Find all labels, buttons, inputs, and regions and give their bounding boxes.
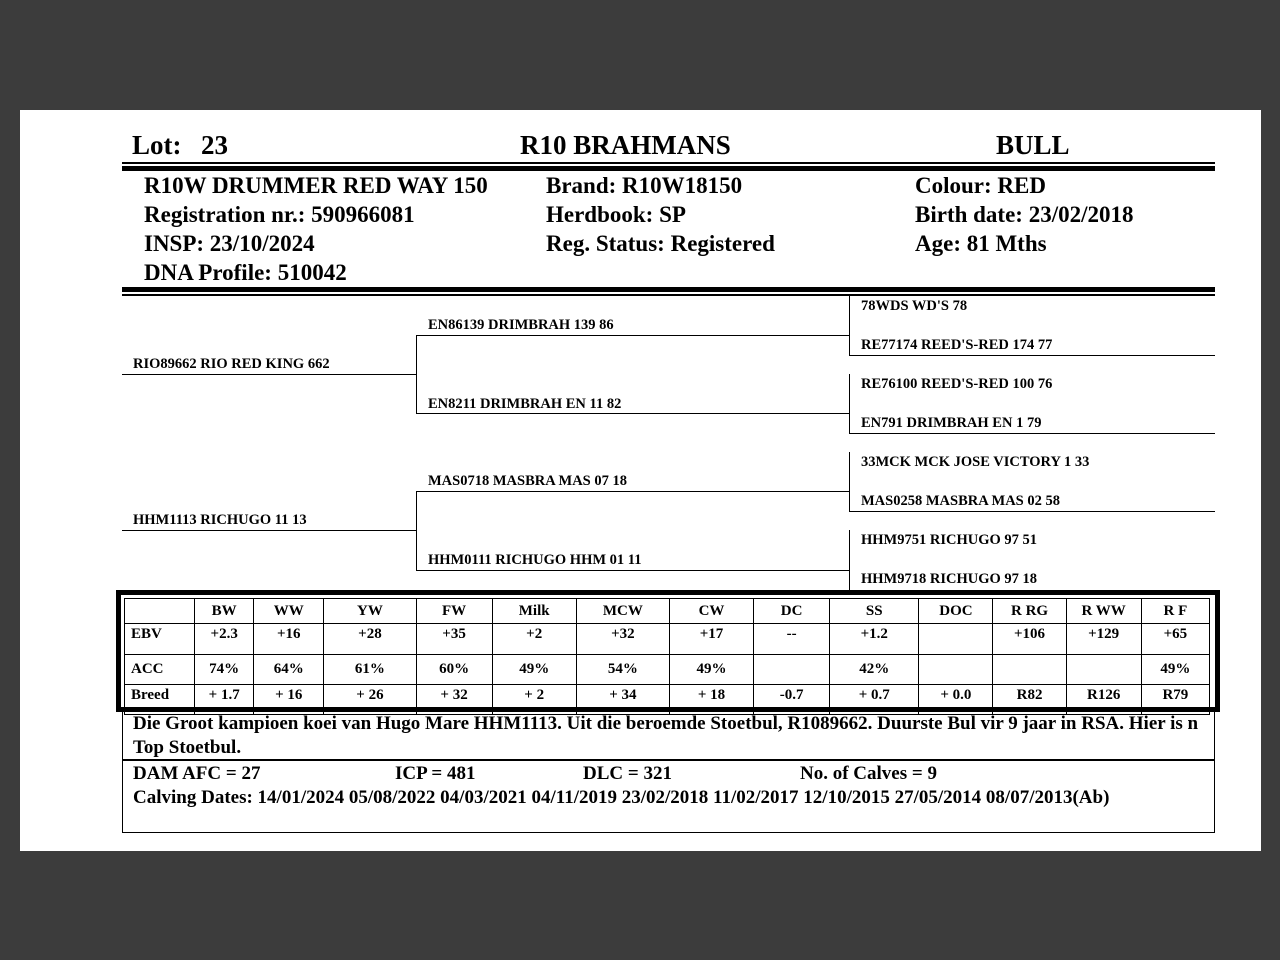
colour: Colour: RED [915,173,1046,198]
sire: RIO89662 RIO RED KING 662 [133,356,330,372]
ebv-col-header: R F [1141,599,1209,624]
ggp-3: RE76100 REED'S-RED 100 76 [861,376,1053,392]
ebv-cell: +129 [1066,624,1141,655]
breed-cell: + 0.7 [830,685,919,715]
ebv-cell: +106 [993,624,1066,655]
ebv-cell: +16 [254,624,324,655]
ggp-line-1 [849,355,1215,356]
birth-date: Birth date: 23/02/2018 [915,202,1134,227]
dd-bracket [849,530,850,590]
acc-row [125,655,1210,685]
ebv-col-header: Milk [492,599,576,624]
sd-line [416,413,849,414]
ds-line [416,491,849,492]
acc-cell: 61% [324,655,416,685]
acc-cell [919,655,993,685]
dam-bracket [416,491,417,570]
breed-cell: + 2 [492,685,576,715]
ebv-col-header: MCW [576,599,669,624]
ebv-col-header: DC [754,599,830,624]
dam-stats-line [123,762,1214,786]
sire-dam: EN8211 DRIMBRAH EN 11 82 [428,396,622,412]
acc-cell: 54% [576,655,669,685]
ebv-cell: -- [754,624,830,655]
dam: HHM1113 RICHUGO 11 13 [133,512,307,528]
breed-cell: R82 [993,685,1066,715]
ebv-col-header: CW [669,599,753,624]
ss-bracket [849,296,850,355]
breed-cell: R79 [1141,685,1209,715]
breed-cell: + 0.0 [919,685,993,715]
dam-info [122,760,1215,833]
acc-cell [993,655,1066,685]
breed-cell: R126 [1066,685,1141,715]
acc-cell [754,655,830,685]
ggp-line-2 [849,433,1215,434]
ds-bracket [849,452,850,511]
ebv-cell: +2 [492,624,576,655]
ggp-6: MAS0258 MASBRA MAS 02 58 [861,493,1060,509]
breed-cell: + 34 [576,685,669,715]
acc-cell: 42% [830,655,919,685]
registration-number: Registration nr.: 590966081 [144,202,415,227]
ggp-line-3 [849,511,1215,512]
sire-sire: EN86139 DRIMBRAH 139 86 [428,317,614,333]
ggp-2: RE77174 REED'S-RED 174 77 [861,337,1053,353]
dam-sire: MAS0718 MASBRA MAS 07 18 [428,473,627,489]
dam-icp: ICP = 481 [395,763,476,784]
lot-number: 23 [201,130,228,160]
ebv-row-label: EBV [125,624,195,655]
dna-profile: DNA Profile: 510042 [144,260,347,285]
acc-cell: 49% [1141,655,1209,685]
ebv-cell: +28 [324,624,416,655]
acc-cell: 49% [492,655,576,685]
ggp-4: EN791 DRIMBRAH EN 1 79 [861,415,1042,431]
acc-cell: 60% [416,655,492,685]
calving-dates: Calving Dates: 14/01/2024 05/08/2022 04/03/2021 04/11/2019 23/02/2018 11/02/2017 12/10/2015 27/05/2014 08/07/2013(Ab) [133,787,1110,808]
ebv-col-header: R WW [1066,599,1141,624]
breeder-name: R10 BRAHMANS [520,130,731,160]
ggp-8: HHM9718 RICHUGO 97 18 [861,571,1038,587]
ebv-col-header: FW [416,599,492,624]
ebv-cell: +1.2 [830,624,919,655]
sire-bracket [416,335,417,414]
acc-cell [1066,655,1141,685]
herdbook: Herdbook: SP [546,202,686,227]
ggp-5: 33MCK MCK JOSE VICTORY 1 33 [861,454,1090,470]
ebv-col-header: DOC [919,599,993,624]
ggp-7: HHM9751 RICHUGO 97 51 [861,532,1038,548]
breed-cell: + 1.7 [195,685,254,715]
info-rule-thin [122,294,1215,296]
lot-label: Lot: [132,130,182,160]
acc-cell: 64% [254,655,324,685]
ss-line [416,335,849,336]
dd-line [416,570,849,571]
breed-cell: + 18 [669,685,753,715]
ebv-cell: +17 [669,624,753,655]
ebv-cell: +2.3 [195,624,254,655]
ebv-col-header: BW [195,599,254,624]
info-rule-thick [122,287,1215,292]
dam-calves: No. of Calves = 9 [800,763,937,784]
ebv-cell: +65 [1141,624,1209,655]
animal-name: R10W DRUMMER RED WAY 150 [144,173,488,198]
acc-cell: 74% [195,655,254,685]
sire-line [122,374,416,375]
ebv-cell: +32 [576,624,669,655]
breed-cell: -0.7 [754,685,830,715]
dam-dam: HHM0111 RICHUGO HHM 01 11 [428,552,642,568]
ebv-row [125,624,1210,655]
header-rule-thin [122,162,1215,164]
reg-status: Reg. Status: Registered [546,231,775,256]
remarks: Die Groot kampioen koei van Hugo Mare HHM1113. Uit die beroemde Stoetbul, R1089662. Duurste Bul vir 9 jaar in RSA. Hier is n Top Stoetbul. [122,711,1215,760]
age: Age: 81 Mths [915,231,1047,256]
inspection-date: INSP: 23/10/2024 [144,231,315,256]
sd-bracket [849,374,850,433]
ebv-table-frame [116,590,1220,712]
ebv-header-row [125,599,1210,624]
breed-row-label: Breed [125,685,195,715]
ebv-cell [919,624,993,655]
ggp-1: 78WDS WD'S 78 [861,298,968,314]
ebv-cell: +35 [416,624,492,655]
header-rule-thick [122,166,1215,171]
dam-afc: DAM AFC = 27 [133,763,261,784]
ebv-col-header: R RG [993,599,1066,624]
ebv-table [124,598,1210,715]
acc-row-label: ACC [125,655,195,685]
breed-cell: + 16 [254,685,324,715]
dam-line [122,530,416,531]
ebv-col-header [125,599,195,624]
dam-dlc: DLC = 321 [583,763,672,784]
brand: Brand: R10W18150 [546,173,743,198]
breed-row [125,685,1210,715]
acc-cell: 49% [669,655,753,685]
ebv-col-header: WW [254,599,324,624]
animal-sex: BULL [996,130,1070,160]
breed-cell: + 26 [324,685,416,715]
ebv-col-header: SS [830,599,919,624]
ebv-col-header: YW [324,599,416,624]
breed-cell: + 32 [416,685,492,715]
